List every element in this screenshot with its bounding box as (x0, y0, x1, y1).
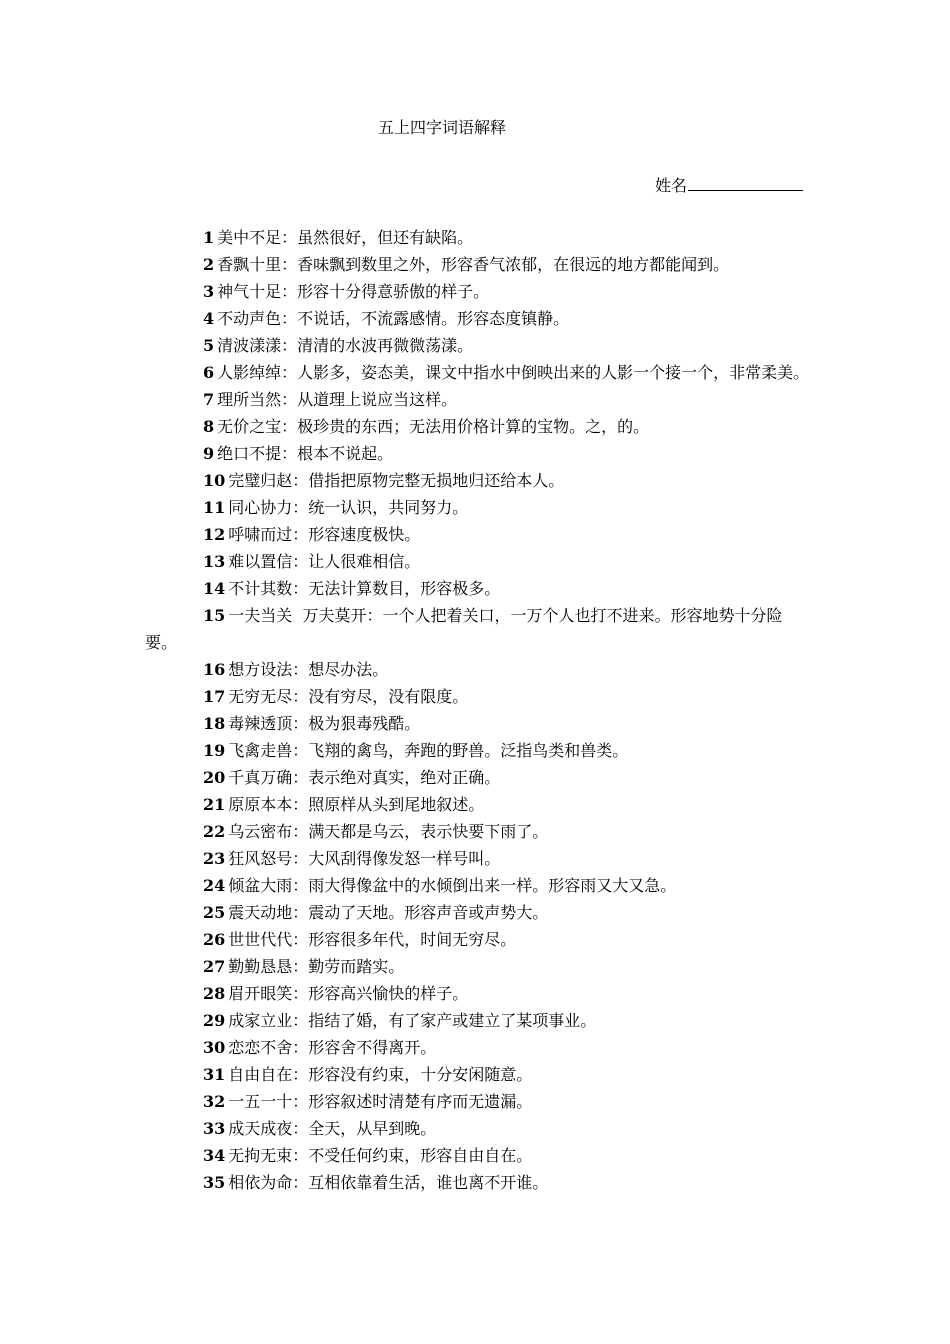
list-item: 25 震天动地：震动了天地。形容声音或声势大。 (145, 899, 810, 926)
list-item: 11 同心协力：统一认识，共同努力。 (145, 494, 810, 521)
item-term: 震天动地 (228, 903, 293, 922)
item-number: 29 (203, 1011, 226, 1030)
item-number: 31 (203, 1065, 226, 1084)
list-item: 9 绝口不提：根本不说起。 (145, 440, 810, 467)
item-term: 无价之宝 (217, 417, 282, 436)
item-number: 3 (203, 282, 215, 301)
item-term: 勤勤恳恳 (228, 957, 293, 976)
list-item: 1 美中不足：虽然很好，但还有缺陷。 (145, 224, 810, 251)
item-definition: 飞翔的禽鸟，奔跑的野兽。泛指鸟类和兽类。 (308, 741, 629, 760)
item-definition: 形容高兴愉快的样子。 (308, 984, 469, 1003)
item-definition: 不受任何约束，形容自由自在。 (308, 1146, 533, 1165)
list-item: 24 倾盆大雨：雨大得像盆中的水倾倒出来一样。形容雨又大又急。 (145, 872, 810, 899)
item-definition: 清清的水波再微微荡漾。 (297, 336, 474, 355)
item-number: 19 (203, 741, 226, 760)
item-term: 千真万确 (228, 768, 293, 787)
item-number: 22 (203, 822, 226, 841)
item-term: 世世代代 (228, 930, 293, 949)
item-number: 7 (203, 390, 215, 409)
item-definition: 让人很难相信。 (308, 552, 421, 571)
list-item: 15 一夫当关 万夫莫开：一个人把着关口，一万个人也打不进来。形容地势十分险要。 (145, 602, 810, 656)
item-term: 清波漾漾 (217, 336, 282, 355)
item-number: 10 (203, 471, 226, 490)
item-number: 5 (203, 336, 215, 355)
item-number: 4 (203, 309, 215, 328)
item-definition: 形容叙述时清楚有序而无遗漏。 (308, 1092, 533, 1111)
item-definition: 形容舍不得离开。 (308, 1038, 437, 1057)
item-definition: 形容没有约束，十分安闲随意。 (308, 1065, 533, 1084)
list-item: 21 原原本本：照原样从头到尾地叙述。 (145, 791, 810, 818)
item-number: 21 (203, 795, 226, 814)
item-term: 神气十足 (217, 282, 282, 301)
name-field (655, 172, 803, 197)
item-number: 25 (203, 903, 226, 922)
list-item: 30 恋恋不舍：形容舍不得离开。 (145, 1034, 810, 1061)
item-number: 2 (203, 255, 215, 274)
item-definition: 指结了婚，有了家产或建立了某项事业。 (308, 1011, 597, 1030)
item-number: 18 (203, 714, 226, 733)
item-term: 飞禽走兽 (228, 741, 293, 760)
item-term: 相依为命 (228, 1173, 293, 1192)
item-definition: 形容速度极快。 (308, 525, 421, 544)
item-term: 呼啸而过 (228, 525, 293, 544)
item-term: 成天成夜 (228, 1119, 293, 1138)
item-definition: 形容很多年代，时间无穷尽。 (308, 930, 517, 949)
item-definition: 根本不说起。 (297, 444, 394, 463)
item-number: 30 (203, 1038, 226, 1057)
item-definition: 人影多，姿态美，课文中指水中倒映出来的人影一个接一个，非常柔美。 (297, 363, 810, 382)
item-number: 1 (203, 228, 215, 247)
item-term: 想方设法 (228, 660, 293, 679)
item-term: 不计其数 (228, 579, 293, 598)
item-term: 一夫当关 万夫莫开 (228, 606, 367, 625)
list-item: 29 成家立业：指结了婚，有了家产或建立了某项事业。 (145, 1007, 810, 1034)
item-number: 9 (203, 444, 215, 463)
item-number: 14 (203, 579, 226, 598)
item-definition: 互相依靠着生活，谁也离不开谁。 (308, 1173, 549, 1192)
item-definition: 无法计算数目，形容极多。 (308, 579, 501, 598)
item-term: 不动声色 (217, 309, 282, 328)
item-definition: 不说话，不流露感情。形容态度镇静。 (297, 309, 570, 328)
list-item: 3 神气十足：形容十分得意骄傲的样子。 (145, 278, 810, 305)
item-term: 无拘无束 (228, 1146, 293, 1165)
item-term: 毒辣透顶 (228, 714, 293, 733)
item-definition: 极珍贵的东西；无法用价格计算的宝物。之，的。 (297, 417, 650, 436)
item-number: 34 (203, 1146, 226, 1165)
item-definition: 想尽办法。 (308, 660, 389, 679)
item-term: 眉开眼笑 (228, 984, 293, 1003)
list-item: 6 人影绰绰：人影多，姿态美，课文中指水中倒映出来的人影一个接一个，非常柔美。 (145, 359, 810, 386)
list-item: 19 飞禽走兽：飞翔的禽鸟，奔跑的野兽。泛指鸟类和兽类。 (145, 737, 810, 764)
item-definition: 虽然很好，但还有缺陷。 (297, 228, 474, 247)
item-number: 6 (203, 363, 215, 382)
item-definition: 借指把原物完整无损地归还给本人。 (308, 471, 565, 490)
item-term: 一五一十 (228, 1092, 293, 1111)
item-definition: 全天，从早到晚。 (308, 1119, 437, 1138)
item-term: 人影绰绰 (217, 363, 282, 382)
list-item: 7 理所当然：从道理上说应当这样。 (145, 386, 810, 413)
item-term: 狂风怒号 (228, 849, 293, 868)
item-term: 自由自在 (228, 1065, 293, 1084)
item-number: 24 (203, 876, 226, 895)
item-number: 23 (203, 849, 226, 868)
item-term: 绝口不提 (217, 444, 282, 463)
item-definition: 一个人把着关口，一万个人也打不进来。形容地势十分险要。 (145, 606, 783, 652)
item-number: 32 (203, 1092, 226, 1111)
item-definition: 极为狠毒残酷。 (308, 714, 421, 733)
item-number: 26 (203, 930, 226, 949)
vocabulary-list (145, 224, 810, 1196)
item-term: 难以置信 (228, 552, 293, 571)
list-item: 27 勤勤恳恳：勤劳而踏实。 (145, 953, 810, 980)
item-term: 无穷无尽 (228, 687, 293, 706)
list-item: 12 呼啸而过：形容速度极快。 (145, 521, 810, 548)
item-number: 11 (203, 498, 226, 517)
item-definition: 雨大得像盆中的水倾倒出来一样。形容雨又大又急。 (308, 876, 677, 895)
item-definition: 照原样从头到尾地叙述。 (308, 795, 485, 814)
list-item: 33 成天成夜：全天，从早到晚。 (145, 1115, 810, 1142)
item-number: 12 (203, 525, 226, 544)
list-item: 18 毒辣透顶：极为狠毒残酷。 (145, 710, 810, 737)
item-term: 香飘十里 (217, 255, 282, 274)
item-number: 20 (203, 768, 226, 787)
item-term: 倾盆大雨 (228, 876, 293, 895)
list-item: 17 无穷无尽：没有穷尽，没有限度。 (145, 683, 810, 710)
item-number: 17 (203, 687, 226, 706)
item-definition: 从道理上说应当这样。 (297, 390, 458, 409)
name-label: 姓名 (655, 176, 688, 195)
item-term: 同心协力 (228, 498, 293, 517)
list-item: 8 无价之宝：极珍贵的东西；无法用价格计算的宝物。之，的。 (145, 413, 810, 440)
list-item: 13 难以置信：让人很难相信。 (145, 548, 810, 575)
item-number: 33 (203, 1119, 226, 1138)
list-item: 5 清波漾漾：清清的水波再微微荡漾。 (145, 332, 810, 359)
item-definition: 统一认识，共同努力。 (308, 498, 469, 517)
item-number: 28 (203, 984, 226, 1003)
name-blank-line (688, 172, 803, 191)
list-item: 10 完璧归赵：借指把原物完整无损地归还给本人。 (145, 467, 810, 494)
list-item: 35 相依为命：互相依靠着生活，谁也离不开谁。 (145, 1169, 810, 1196)
list-item: 26 世世代代：形容很多年代，时间无穷尽。 (145, 926, 810, 953)
item-number: 27 (203, 957, 226, 976)
list-item: 16 想方设法：想尽办法。 (145, 656, 810, 683)
list-item: 22 乌云密布：满天都是乌云，表示快要下雨了。 (145, 818, 810, 845)
list-item: 32 一五一十：形容叙述时清楚有序而无遗漏。 (145, 1088, 810, 1115)
item-number: 8 (203, 417, 215, 436)
item-definition: 形容十分得意骄傲的样子。 (297, 282, 490, 301)
list-item: 4 不动声色：不说话，不流露感情。形容态度镇静。 (145, 305, 810, 332)
item-term: 原原本本 (228, 795, 293, 814)
item-term: 恋恋不舍 (228, 1038, 293, 1057)
item-definition: 没有穷尽，没有限度。 (308, 687, 469, 706)
item-term: 乌云密布 (228, 822, 293, 841)
item-definition: 满天都是乌云，表示快要下雨了。 (308, 822, 549, 841)
item-term: 成家立业 (228, 1011, 293, 1030)
list-item: 23 狂风怒号：大风刮得像发怒一样号叫。 (145, 845, 810, 872)
item-number: 16 (203, 660, 226, 679)
item-term: 理所当然 (217, 390, 282, 409)
list-item: 20 千真万确：表示绝对真实，绝对正确。 (145, 764, 810, 791)
item-number: 13 (203, 552, 226, 571)
item-definition: 香味飘到数里之外，形容香气浓郁，在很远的地方都能闻到。 (297, 255, 730, 274)
item-definition: 勤劳而踏实。 (308, 957, 405, 976)
item-definition: 表示绝对真实，绝对正确。 (308, 768, 501, 787)
item-number: 15 (203, 606, 226, 625)
item-term: 完璧归赵 (228, 471, 293, 490)
list-item: 34 无拘无束：不受任何约束，形容自由自在。 (145, 1142, 810, 1169)
item-number: 35 (203, 1173, 226, 1192)
list-item: 28 眉开眼笑：形容高兴愉快的样子。 (145, 980, 810, 1007)
item-definition: 震动了天地。形容声音或声势大。 (308, 903, 549, 922)
list-item: 31 自由自在：形容没有约束，十分安闲随意。 (145, 1061, 810, 1088)
list-item: 2 香飘十里：香味飘到数里之外，形容香气浓郁，在很远的地方都能闻到。 (145, 251, 810, 278)
list-item: 14 不计其数：无法计算数目，形容极多。 (145, 575, 810, 602)
page-title: 五上四字词语解释 (377, 118, 506, 137)
item-term: 美中不足 (217, 228, 282, 247)
item-definition: 大风刮得像发怒一样号叫。 (308, 849, 501, 868)
